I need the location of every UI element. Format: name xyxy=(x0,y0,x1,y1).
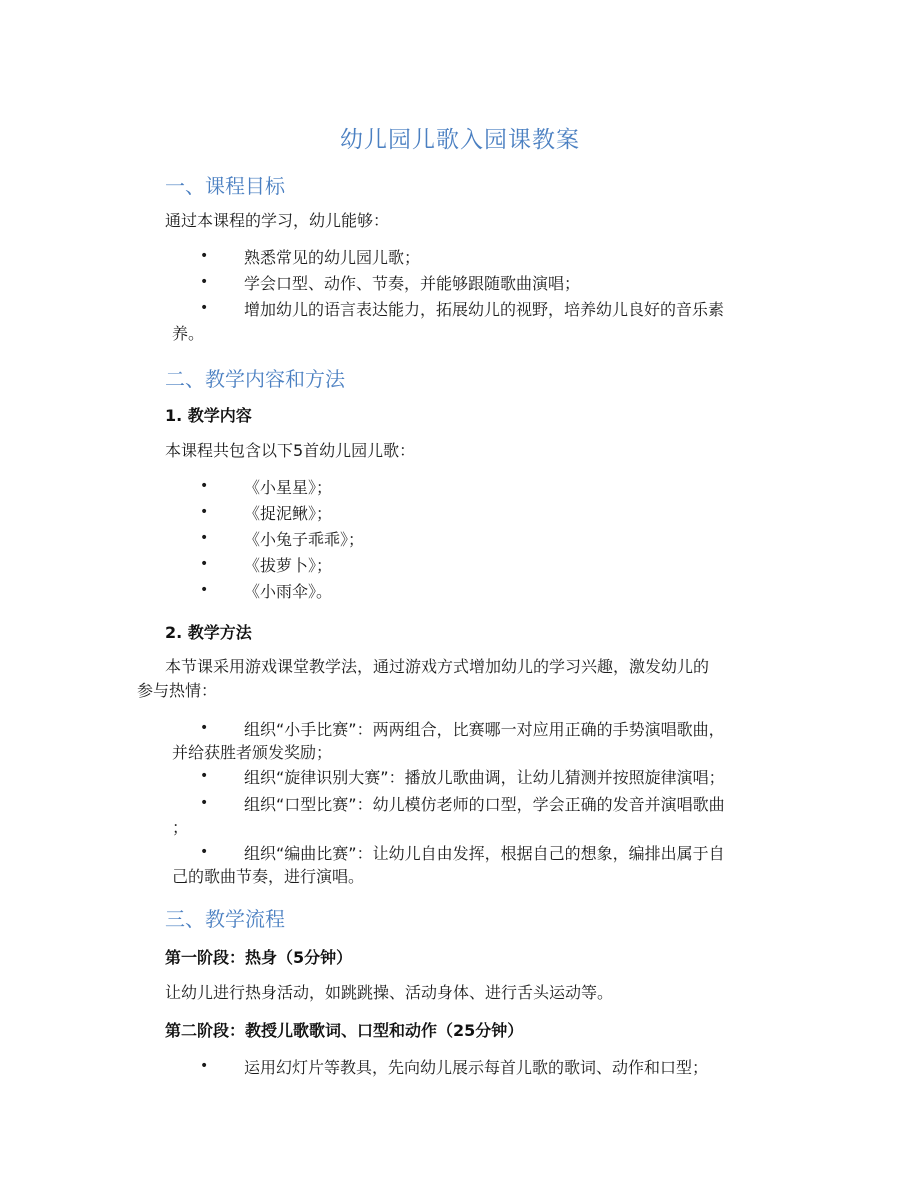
bullet-icon: • xyxy=(200,478,209,494)
stage-heading: 第二阶段：教授儿歌歌词、口型和动作（25分钟） xyxy=(165,1021,524,1040)
bullet-icon: • xyxy=(200,504,209,520)
method-item: 组织“口型比赛”：幼儿模仿老师的口型，学会正确的发音并演唱歌曲 xyxy=(244,795,725,814)
subheading-content: 1. 教学内容 xyxy=(165,406,252,425)
goals-intro: 通过本课程的学习，幼儿能够： xyxy=(165,211,390,230)
bullet-icon: • xyxy=(200,248,209,264)
bullet-icon: • xyxy=(200,556,209,572)
content-intro: 本课程共包含以下5首幼儿园儿歌： xyxy=(165,441,416,460)
bullet-icon: • xyxy=(200,274,209,290)
bullet-icon: • xyxy=(200,582,209,598)
subheading-methods: 2. 教学方法 xyxy=(165,623,252,642)
method-item: 组织“旋律识别大赛”：播放儿歌曲调，让幼儿猜测并按照旋律演唱； xyxy=(244,768,725,787)
song-item: 《小星星》； xyxy=(244,478,333,497)
list-item: 增加幼儿的语言表达能力，拓展幼儿的视野，培养幼儿良好的音乐素 xyxy=(244,300,725,319)
song-item: 《捉泥鳅》； xyxy=(244,504,333,523)
list-item-continuation: 养。 xyxy=(172,324,205,343)
bullet-icon: • xyxy=(200,795,209,811)
bullet-icon: • xyxy=(200,530,209,546)
method-item-continuation: 己的歌曲节奏，进行演唱。 xyxy=(172,867,365,886)
bullet-icon: • xyxy=(200,720,209,736)
song-item: 《拔萝卜》； xyxy=(244,556,333,575)
method-item: 组织“小手比赛”：两两组合，比赛哪一对应用正确的手势演唱歌曲， xyxy=(244,720,725,739)
list-item: 熟悉常见的幼儿园儿歌； xyxy=(244,248,421,267)
method-item-continuation: 并给获胜者颁发奖励； xyxy=(172,743,333,762)
stage-item: 运用幻灯片等教具，先向幼儿展示每首儿歌的歌词、动作和口型； xyxy=(244,1058,709,1077)
page-title: 幼儿园儿歌入园课教案 xyxy=(340,127,580,153)
stage-heading: 第一阶段：热身（5分钟） xyxy=(165,948,353,967)
song-item: 《小兔子乖乖》； xyxy=(244,530,365,549)
song-item: 《小雨伞》。 xyxy=(244,582,333,601)
section-heading-goals: 一、课程目标 xyxy=(165,174,285,198)
method-item-continuation: ； xyxy=(172,818,189,837)
bullet-icon: • xyxy=(200,844,209,860)
method-item: 组织“编曲比赛”：让幼儿自由发挥，根据自己的想象，编排出属于自 xyxy=(244,844,725,863)
section-heading-content-methods: 二、教学内容和方法 xyxy=(165,367,345,391)
methods-intro-line2: 参与热情： xyxy=(137,681,218,700)
stage-text: 让幼儿进行热身活动，如跳跳操、活动身体、进行舌头运动等。 xyxy=(165,983,614,1002)
section-heading-process: 三、教学流程 xyxy=(165,907,285,931)
bullet-icon: • xyxy=(200,300,209,316)
list-item: 学会口型、动作、节奏，并能够跟随歌曲演唱； xyxy=(244,274,581,293)
bullet-icon: • xyxy=(200,768,209,784)
bullet-icon: • xyxy=(200,1058,209,1074)
methods-intro-line1: 本节课采用游戏课堂教学法，通过游戏方式增加幼儿的学习兴趣，激发幼儿的 xyxy=(165,657,710,676)
